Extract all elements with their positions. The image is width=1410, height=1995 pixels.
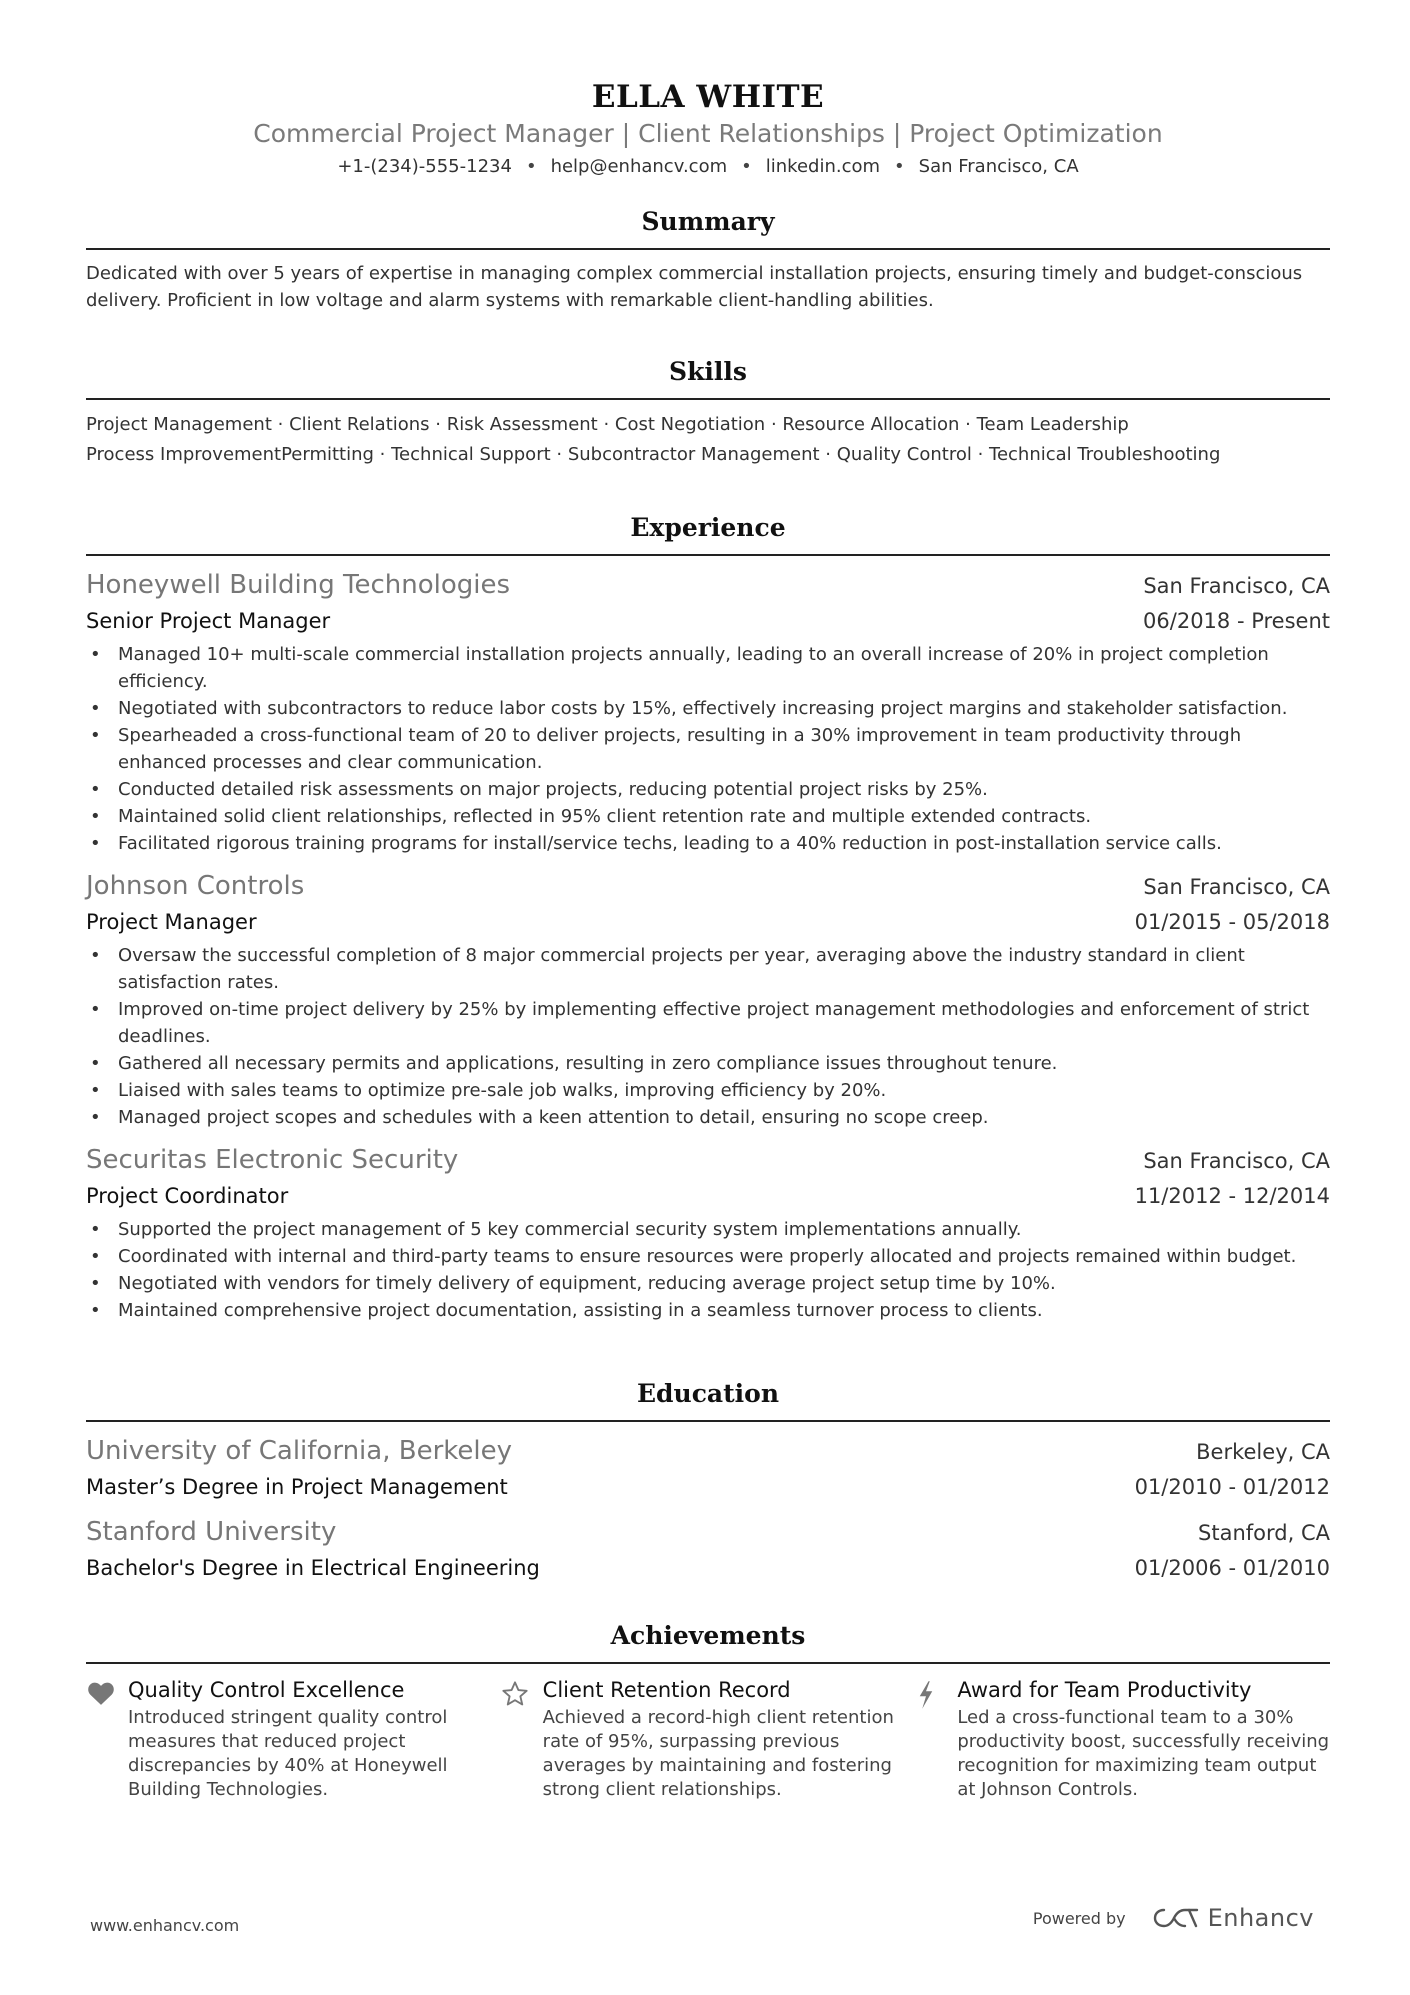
section-divider bbox=[86, 554, 1330, 556]
resume-page bbox=[86, 0, 1330, 1995]
job-bullets bbox=[86, 942, 1330, 1131]
achievements-grid bbox=[86, 1674, 1330, 1802]
experience-section bbox=[86, 510, 1330, 1324]
skill-item: Project Management bbox=[86, 414, 272, 435]
bullet-item: • Coordinated with internal and third-party teams to ensure resources were properly allocated and projects remained within budget. bbox=[86, 1243, 1330, 1270]
lightning-icon bbox=[915, 1674, 957, 1802]
job-dates: 11/2012 - 12/2014 bbox=[1134, 1184, 1330, 1208]
education-entry bbox=[86, 1432, 1330, 1503]
school-name: University of California, Berkeley bbox=[86, 1436, 512, 1466]
summary-text: Dedicated with over 5 years of expertise in managing complex commercial installation projects, ensuring timely and budget-conscious delivery. Proficient in low voltage and alarm systems with remarkable client-handling abilities. bbox=[86, 263, 1303, 311]
skills-section bbox=[86, 354, 1330, 470]
footer-branding bbox=[1033, 1904, 1314, 1932]
skill-item: · Team Leadership bbox=[959, 414, 1128, 435]
bullet-item: • Spearheaded a cross-functional team of 20 to deliver projects, resulting in a 30% improvement in team productivity through enhanced processes and clear communication. bbox=[86, 722, 1330, 776]
bullet-item: • Managed 10+ multi-scale commercial installation projects annually, leading to an overall increase of 20% in project completion efficiency. bbox=[86, 641, 1330, 695]
section-title-experience: Experience bbox=[630, 513, 786, 542]
job-entry bbox=[86, 1141, 1330, 1324]
bullet-item: • Managed project scopes and schedules with a keen attention to detail, ensuring no scope creep. bbox=[86, 1104, 1330, 1131]
degree: Bachelor's Degree in Electrical Engineering bbox=[86, 1556, 540, 1580]
achievement-item bbox=[86, 1674, 501, 1802]
achievements-section bbox=[86, 1618, 1330, 1802]
job-bullets bbox=[86, 641, 1330, 857]
education-dates: 01/2010 - 01/2012 bbox=[1134, 1475, 1330, 1499]
skill-item: Process Improvement bbox=[86, 444, 282, 465]
achievement-description: Led a cross-functional team to a 30% productivity boost, successfully receiving recognition for maximizing team output at Johnson Controls. bbox=[957, 1707, 1330, 1800]
company-name: Honeywell Building Technologies bbox=[86, 570, 511, 600]
section-divider bbox=[86, 1420, 1330, 1422]
section-title-education: Education bbox=[636, 1379, 780, 1408]
bullet-item: • Oversaw the successful completion of 8 major commercial projects per year, averaging above the industry standard in client satisfaction rates. bbox=[86, 942, 1330, 996]
section-title-summary: Summary bbox=[641, 207, 775, 236]
section-divider bbox=[86, 248, 1330, 250]
section-divider bbox=[86, 1662, 1330, 1664]
skill-item: · Technical Support bbox=[374, 444, 551, 465]
achievement-item bbox=[915, 1674, 1330, 1802]
job-title: Project Manager bbox=[86, 910, 257, 934]
bullet-item: • Maintained solid client relationships, reflected in 95% client retention rate and multiple extended contracts. bbox=[86, 803, 1330, 830]
degree: Master’s Degree in Project Management bbox=[86, 1475, 508, 1499]
bullet-item: • Gathered all necessary permits and applications, resulting in zero compliance issues throughout tenure. bbox=[86, 1050, 1330, 1077]
contact-line: +1-(234)-555-1234 • help@enhancv.com • linkedin.com • San Francisco, CA bbox=[337, 156, 1079, 177]
skill-item: · Risk Assessment bbox=[430, 414, 598, 435]
bullet-item: • Improved on-time project delivery by 25% by implementing effective project management methodologies and enforcement of strict deadlines. bbox=[86, 996, 1330, 1050]
company-name: Johnson Controls bbox=[86, 871, 305, 901]
achievement-description: Achieved a record-high client retention rate of 95%, surpassing previous averages by maintaining and fostering strong client relationships. bbox=[542, 1707, 894, 1800]
skill-item: · Client Relations bbox=[272, 414, 430, 435]
job-dates: 06/2018 - Present bbox=[1143, 609, 1330, 633]
job-location: San Francisco, CA bbox=[1143, 574, 1330, 598]
job-entry bbox=[86, 867, 1330, 1131]
job-title: Senior Project Manager bbox=[86, 609, 331, 633]
job-title: Project Coordinator bbox=[86, 1184, 289, 1208]
skill-item: · Quality Control bbox=[820, 444, 972, 465]
bullet-item: • Supported the project management of 5 key commercial security system implementations annually. bbox=[86, 1216, 1330, 1243]
enhancv-logo-icon bbox=[1152, 1906, 1200, 1930]
school-location: Stanford, CA bbox=[1198, 1521, 1330, 1545]
skill-item: · Technical Troubleshooting bbox=[972, 444, 1221, 465]
skill-item: · Resource Allocation bbox=[765, 414, 959, 435]
headline: Commercial Project Manager | Client Relationships | Project Optimization bbox=[253, 119, 1163, 148]
bullet-item: • Maintained comprehensive project documentation, assisting in a seamless turnover process to clients. bbox=[86, 1297, 1330, 1324]
brand-name: Enhancv bbox=[1207, 1904, 1314, 1932]
bullet-item: • Negotiated with subcontractors to reduce labor costs by 15%, effectively increasing project margins and stakeholder satisfaction. bbox=[86, 695, 1330, 722]
section-divider bbox=[86, 398, 1330, 400]
powered-by-label: Powered by bbox=[1032, 1908, 1126, 1928]
summary-section bbox=[86, 204, 1330, 314]
bullet-item: • Facilitated rigorous training programs for install/service techs, leading to a 40% reduction in post-installation service calls. bbox=[86, 830, 1330, 857]
candidate-name: ELLA WHITE bbox=[591, 79, 825, 115]
skill-item: · Subcontractor Management bbox=[551, 444, 820, 465]
achievement-title: Client Retention Record bbox=[542, 1678, 791, 1702]
job-bullets bbox=[86, 1216, 1330, 1324]
star-icon bbox=[501, 1674, 543, 1802]
heart-icon bbox=[86, 1674, 128, 1802]
skill-item: Permitting bbox=[281, 444, 374, 465]
email[interactable]: help@enhancv.com bbox=[550, 156, 728, 177]
skills-list bbox=[86, 410, 1330, 470]
school-location: Berkeley, CA bbox=[1196, 1440, 1330, 1464]
linkedin[interactable]: linkedin.com bbox=[765, 156, 881, 177]
section-title-skills: Skills bbox=[669, 357, 747, 386]
bullet-item: • Conducted detailed risk assessments on major projects, reducing potential project risks by 25%. bbox=[86, 776, 1330, 803]
job-entry bbox=[86, 566, 1330, 857]
section-title-achievements: Achievements bbox=[610, 1621, 806, 1650]
school-name: Stanford University bbox=[86, 1517, 337, 1547]
education-section bbox=[86, 1376, 1330, 1584]
bullet-item: • Liaised with sales teams to optimize pre-sale job walks, improving efficiency by 20%. bbox=[86, 1077, 1330, 1104]
achievement-title: Quality Control Excellence bbox=[128, 1678, 405, 1702]
education-entry bbox=[86, 1513, 1330, 1584]
achievement-item bbox=[501, 1674, 916, 1802]
education-dates: 01/2006 - 01/2010 bbox=[1134, 1556, 1330, 1580]
skill-item: · Cost Negotiation bbox=[598, 414, 765, 435]
job-dates: 01/2015 - 05/2018 bbox=[1134, 910, 1330, 934]
bullet-item: • Negotiated with vendors for timely delivery of equipment, reducing average project setup time by 10%. bbox=[86, 1270, 1330, 1297]
job-location: San Francisco, CA bbox=[1143, 875, 1330, 899]
job-location: San Francisco, CA bbox=[1143, 1149, 1330, 1173]
location: San Francisco, CA bbox=[918, 156, 1079, 177]
achievement-title: Award for Team Productivity bbox=[957, 1678, 1252, 1702]
phone[interactable]: +1-(234)-555-1234 bbox=[337, 156, 512, 177]
company-name: Securitas Electronic Security bbox=[86, 1145, 459, 1175]
resume-header bbox=[86, 0, 1330, 180]
footer-website[interactable]: www.enhancv.com bbox=[90, 1916, 240, 1935]
achievement-description: Introduced stringent quality control measures that reduced project discrepancies by 40% at Honeywell Building Technologies. bbox=[128, 1707, 448, 1800]
